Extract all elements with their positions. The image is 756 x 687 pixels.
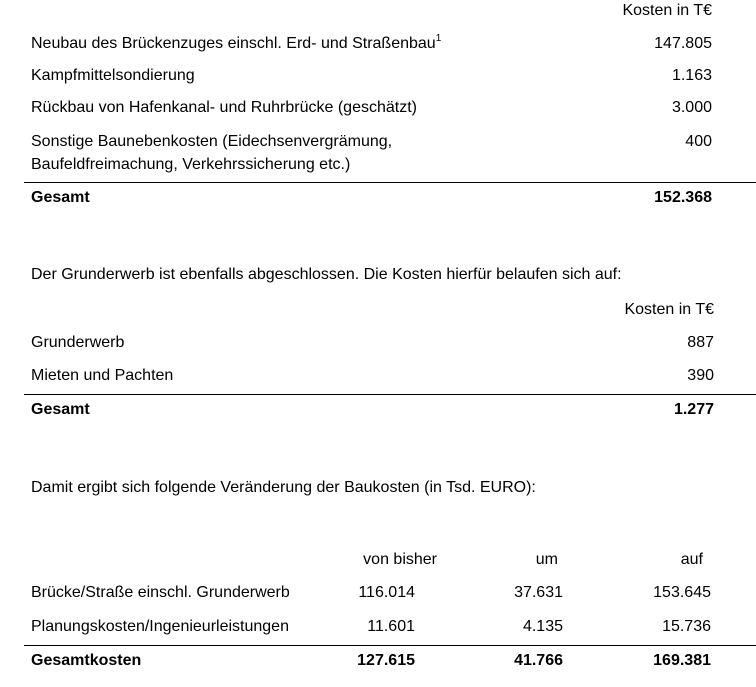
table3-cell-von-bisher: 116.014 [358,584,415,601]
table1-row-label: Kampfmittelsondierung [31,67,195,84]
table1-total-label: Gesamt [31,189,90,206]
table1-row-value: 3.000 [671,99,712,116]
table3-header-von-bisher: von bisher [363,551,437,568]
table2-divider [24,394,756,395]
table2-row-value: 390 [687,367,714,384]
paragraph-baukosten: Damit ergibt sich folgende Veränderung der Baukosten (in Tsd. EURO): [31,479,536,496]
table3-row-label: Brücke/Straße einschl. Grunderwerb [31,584,290,601]
paragraph-grunderwerb: Der Grunderwerb ist ebenfalls abgeschlossen. Die Kosten hierfür belaufen sich auf: [31,266,622,283]
footnote-marker: 1 [435,33,442,44]
table1-row-label: Rückbau von Hafenkanal- und Ruhrbrücke (geschätzt) [31,99,417,116]
table1-row-label-line2: Baufeldfreimachung, Verkehrssicherung etc.) [31,156,351,173]
table1-total-value: 152.368 [654,189,712,206]
table2-total-value: 1.277 [673,401,714,418]
table1-header: Kosten in T€ [622,2,712,19]
table3-row-label: Planungskosten/Ingenieurleistungen [31,618,289,635]
table2-total-label: Gesamt [31,401,90,418]
table3-cell-auf: 153.645 [653,584,711,601]
table3-total-auf: 169.381 [653,652,711,669]
table1-row-value: 1.163 [671,67,712,84]
table1-divider [24,182,756,183]
table3-total-von-bisher: 127.615 [357,652,415,669]
table1-row-value: 400 [685,133,712,150]
table3-total-label: Gesamtkosten [31,652,142,669]
table1-row-value: 147.805 [654,35,712,52]
table2-header: Kosten in T€ [624,301,714,318]
table3-cell-von-bisher: 11.601 [367,618,415,635]
table2-row-label: Grunderwerb [31,334,125,351]
table3-divider [24,645,756,646]
table3-cell-um: 37.631 [514,584,563,601]
table3-total-um: 41.766 [514,652,563,669]
table3-header-um: um [535,551,558,568]
table1-row-label-line1: Sonstige Baunebenkosten (Eidechsenvergrämung, [31,133,393,150]
table3-cell-um: 4.135 [522,618,563,635]
table2-row-value: 887 [687,334,714,351]
table2-row-label: Mieten und Pachten [31,367,174,384]
table3-cell-auf: 15.736 [662,618,711,635]
table3-header-auf: auf [680,551,703,568]
table1-row-label: Neubau des Brückenzuges einschl. Erd- und Straßenbau$^1$ [31,33,442,52]
